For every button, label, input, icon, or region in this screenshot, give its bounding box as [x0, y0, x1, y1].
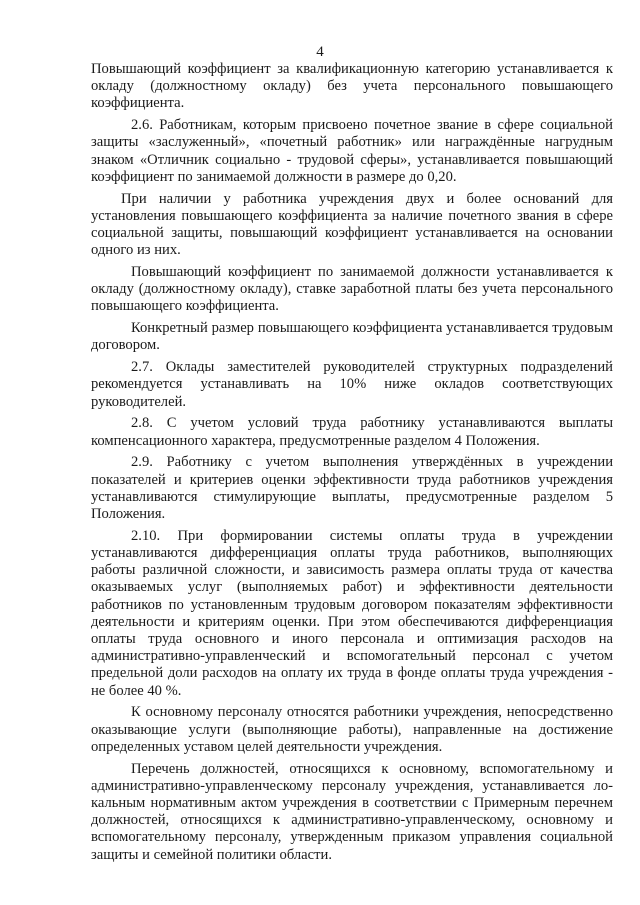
paragraph-2-8: 2.8. С учетом условий труда работнику устанавливаются выплаты компенсационного характера, предусмотренные разделом 4 Положения.: [91, 415, 613, 449]
document-body: [91, 61, 613, 868]
paragraph-qualification-coefficient: Повышающий коэффициент за квалификационную категорию устанавливается к окладу (должностному окладу) без учета персонального повышающего коэффициента.: [91, 61, 613, 112]
paragraph-position-coefficient: Повышающий коэффициент по занимаемой должности устанавливается к окладу (должностному окладу), ставке заработной платы без учета персонального повышающего коэффициента.: [91, 264, 613, 315]
paragraph-2-6: 2.6. Работникам, которым присвоено почетное звание в сфере социальной защиты «заслуженный», «почетный работник» или награждённые нагрудным знаком «Отличник социально - трудовой сферы», устанавливается повышающий коэффициент по занимаемой должности в размере до 0,20.: [91, 117, 613, 185]
page-number: 4: [316, 44, 324, 60]
paragraph-positions-list: Перечень должностей, относящихся к основному, вспомогательному и административно-управленческому персоналу учреждения, устанавливается локальным нормативным актом учреждения в соответствии с Примерным перечнем должностей, относящихся к административно-управленческому, основному и вспомогательному персоналу, утвержденным приказом управления социальной защиты и семейной политики области.: [91, 760, 613, 863]
paragraph-2-7: 2.7. Оклады заместителей руководителей структурных подразделений рекомендуется устанавливать на 10% ниже окладов соответствующих руководителей.: [91, 359, 613, 410]
paragraph-2-10: 2.10. При формировании системы оплаты труда в учреждении устанавливаются дифференциация оплаты труда работников, выполняющих работы различной сложности, и зависимость размера оплаты труда от качества оказываемых услуг (выполняемых работ) и эффективности деятельности работников по установленным трудовым договором показателям эффективности деятельности и критериям оценки. При этом обеспечиваются дифференциация оплаты труда основного и иного персонала и оптимизация расходов на административно-управленческий и вспомогательный персонал с учетом предельной доли расходов на оплату их труда в фонде оплаты труда учреждения - не более 40 %.: [91, 527, 613, 699]
paragraph-two-grounds: При наличии у работника учреждения двух и более оснований для установления повышающего коэффициента за наличие почетного звания в сфере социальной защиты, повышающий коэффициент устанавливается на основании одного из них.: [91, 190, 613, 259]
paragraph-specific-amount: Конкретный размер повышающего коэффициента устанавливается трудовым договором.: [91, 320, 613, 354]
paragraph-main-personnel: К основному персоналу относятся работники учреждения, непосредственно оказывающие услуги (выполняющие работы), направленные на достижение определенных уставом целей деятельности учреждения.: [91, 704, 613, 755]
paragraph-2-9: 2.9. Работнику с учетом выполнения утверждённых в учреждении показателей и критериев оценки эффективности труда работников учреждения устанавливаются стимулирующие выплаты, предусмотренные разделом 5 Положения.: [91, 454, 613, 523]
